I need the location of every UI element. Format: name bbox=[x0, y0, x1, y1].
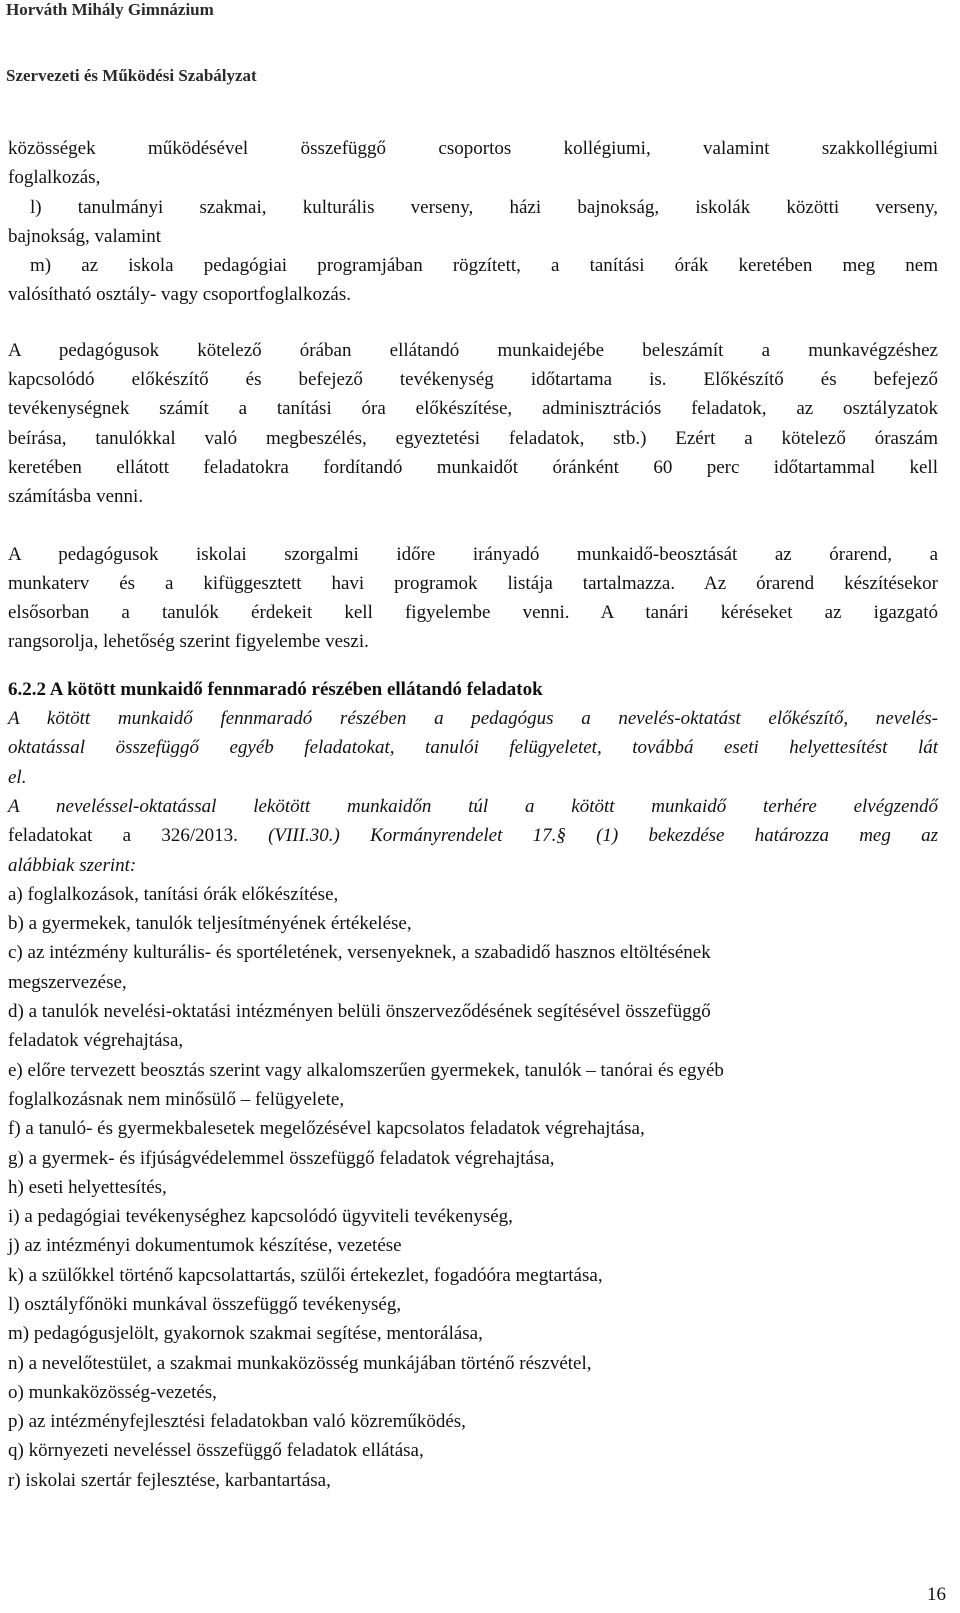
list-item: c) az intézmény kulturális- és sportéletének, versenyeknek, a szabadidő hasznos eltöltésének bbox=[8, 942, 711, 964]
list-item: m) pedagógusjelölt, gyakornok szakmai segítése, mentorálása, bbox=[8, 1323, 483, 1345]
text-line: A kötött munkaidő fennmaradó részében a pedagógus a nevelés-oktatást előkészítő, nevelés- bbox=[8, 708, 938, 730]
section-heading: 6.2.2 A kötött munkaidő fennmaradó részében ellátandó feladatok bbox=[8, 678, 543, 700]
text-line: A pedagógusok iskolai szorgalmi időre irányadó munkaidő-beosztását az órarend, a bbox=[8, 543, 938, 565]
text-line: beírása, tanulókkal való megbeszélés, egyeztetési feladatok, stb.) Ezért a kötelező óraszám bbox=[8, 427, 938, 449]
decree-reference-italic: (VIII.30.) Kormányrendelet 17.§ (1) bekezdése határozza meg az bbox=[268, 825, 939, 847]
text-line: foglalkozás, bbox=[8, 167, 101, 189]
continued-list bbox=[8, 134, 938, 310]
list-item: foglalkozásnak nem minősülő – felügyelete, bbox=[8, 1088, 345, 1110]
text-line: kapcsolódó előkészítő és befejező tevékenység időtartama is. Előkészítő és befejező bbox=[8, 369, 938, 391]
text-line: munkaterv és a kifüggesztett havi programok listája tartalmazza. Az órarend készítésekor bbox=[8, 572, 938, 594]
list-item: d) a tanulók nevelési-oktatási intézményen belüli önszerveződésének segítésével összefüggő bbox=[8, 1001, 711, 1023]
text-line: rangsorolja, lehetőség szerint figyelembe veszi. bbox=[8, 631, 369, 653]
text-line: alábbiak szerint: bbox=[8, 854, 137, 876]
list-item: i) a pedagógiai tevékenységhez kapcsolódó ügyviteli tevékenység, bbox=[8, 1206, 513, 1228]
list-item: megszervezése, bbox=[8, 971, 127, 993]
list-item: feladatok végrehajtása, bbox=[8, 1030, 184, 1052]
text-line: számításba venni. bbox=[8, 486, 144, 508]
decree-reference: feladatokat a 326/2013. bbox=[8, 825, 269, 847]
list-item: f) a tanuló- és gyermekbalesetek megelőzésével kapcsolatos feladatok végrehajtása, bbox=[8, 1118, 645, 1140]
task-list bbox=[8, 880, 938, 1495]
text-line: m) az iskola pedagógiai programjában rögzített, a tanítási órák keretében meg nem bbox=[30, 255, 938, 277]
header-document-title: Szervezeti és Működési Szabályzat bbox=[6, 66, 257, 85]
list-item: g) a gyermek- és ifjúságvédelemmel összefüggő feladatok végrehajtása, bbox=[8, 1147, 555, 1169]
text-line: el. bbox=[8, 766, 27, 788]
list-item: h) eseti helyettesítés, bbox=[8, 1176, 167, 1198]
text-line: A pedagógusok kötelező órában ellátandó munkaidejébe beleszámít a munkavégzéshez bbox=[8, 339, 938, 361]
text-line: keretében ellátott feladatokra fordítandó munkaidőt óránként 60 perc időtartammal kell bbox=[8, 456, 938, 478]
text-line: valósítható osztály- vagy csoportfoglalkozás. bbox=[8, 284, 351, 306]
paragraph-1 bbox=[8, 336, 938, 512]
list-item: j) az intézményi dokumentumok készítése, vezetése bbox=[8, 1235, 402, 1257]
section-6-2-2 bbox=[8, 675, 938, 1495]
text-line bbox=[8, 821, 938, 850]
list-item: k) a szülőkkel történő kapcsolattartás, szülői értekezlet, fogadóóra megtartása, bbox=[8, 1264, 603, 1286]
list-item: n) a nevelőtestület, a szakmai munkaközösség munkájában történő részvétel, bbox=[8, 1352, 592, 1374]
list-item: o) munkaközösség-vezetés, bbox=[8, 1381, 217, 1403]
page-number: 16 bbox=[927, 1584, 946, 1605]
text-line: oktatással összefüggő egyéb feladatokat, tanulói felügyeletet, továbbá eseti helyettesítést lát bbox=[8, 737, 938, 759]
text-line: tevékenységnek számít a tanítási óra előkészítése, adminisztrációs feladatok, az osztályzatok bbox=[8, 398, 938, 420]
list-item: p) az intézményfejlesztési feladatokban való közreműködés, bbox=[8, 1411, 466, 1433]
list-item: a) foglalkozások, tanítási órák előkészítése, bbox=[8, 883, 339, 905]
list-item: r) iskolai szertár fejlesztése, karbantartása, bbox=[8, 1469, 331, 1491]
text-line: l) tanulmányi szakmai, kulturális verseny, házi bajnokság, iskolák közötti verseny, bbox=[30, 196, 938, 218]
text-line: A neveléssel-oktatással lekötött munkaidőn túl a kötött munkaidő terhére elvégzendő bbox=[8, 795, 938, 817]
page-content bbox=[8, 134, 938, 1495]
header-school-name: Horváth Mihály Gimnázium bbox=[6, 0, 214, 19]
list-item: l) osztályfőnöki munkával összefüggő tevékenység, bbox=[8, 1293, 402, 1315]
paragraph-2 bbox=[8, 540, 938, 657]
text-line: bajnokság, valamint bbox=[8, 225, 162, 247]
list-item: q) környezeti neveléssel összefüggő feladatok ellátása, bbox=[8, 1440, 424, 1462]
list-item: b) a gyermekek, tanulók teljesítményének értékelése, bbox=[8, 913, 412, 935]
text-line: közösségek működésével összefüggő csoportos kollégiumi, valamint szakkollégiumi bbox=[8, 138, 938, 159]
text-line: elsősorban a tanulók érdekeit kell figyelembe venni. A tanári kéréseket az igazgató bbox=[8, 602, 938, 624]
list-item: e) előre tervezett beosztás szerint vagy alkalomszerűen gyermekek, tanulók – tanórai és egyéb bbox=[8, 1059, 724, 1081]
